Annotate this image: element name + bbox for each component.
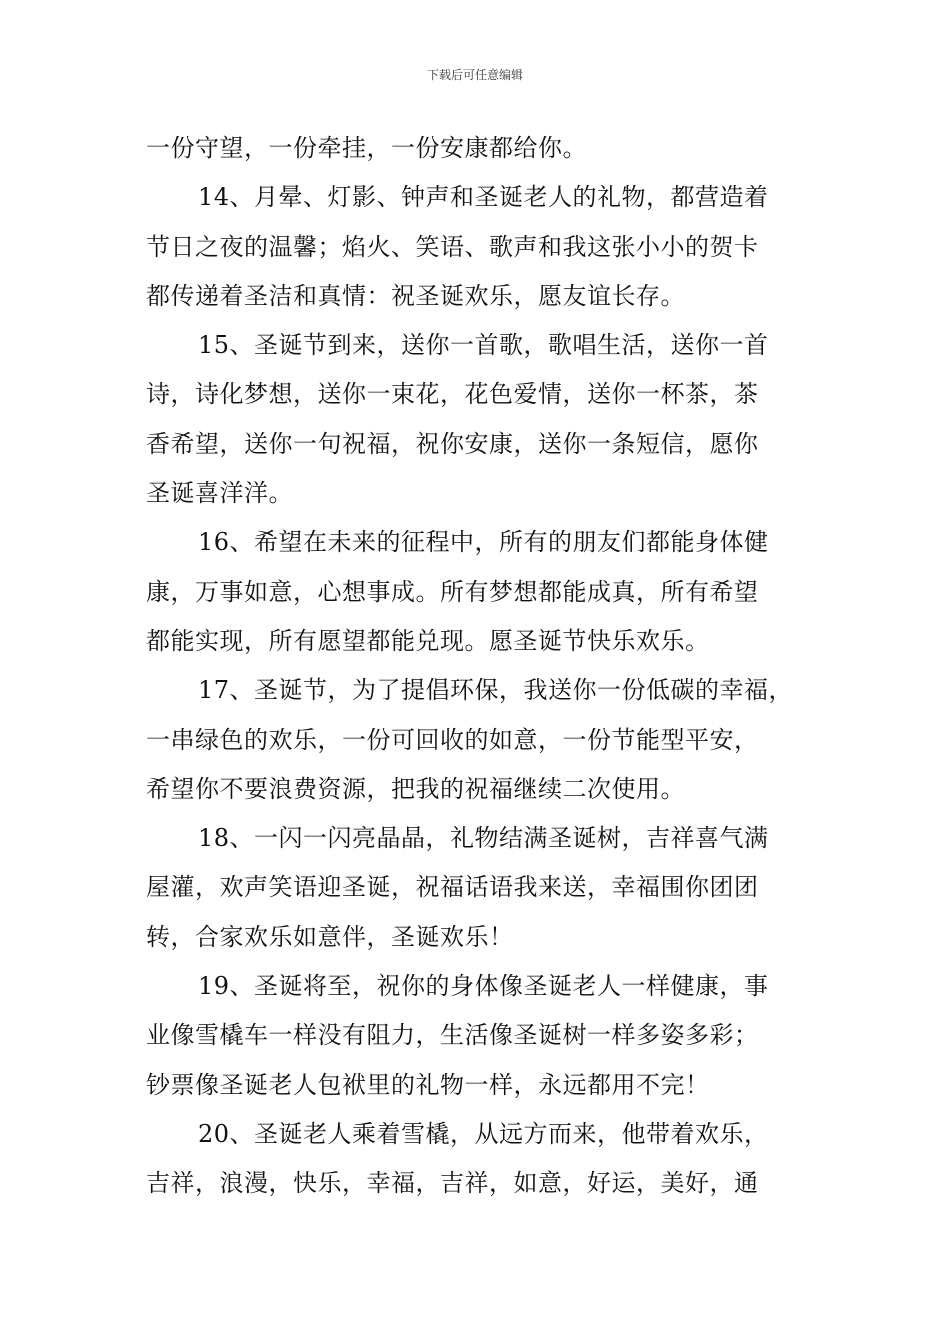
text-line: 吉祥，浪漫，快乐，幸福，吉祥，如意，好运，美好，通 [146,1169,759,1198]
paragraph-14-start: 14、月晕、灯影、钟声和圣诞老人的礼物，都营造着 [198,183,769,212]
text-line: 都能实现，所有愿望都能兑现。愿圣诞节快乐欢乐。 [146,626,710,655]
body-text [146,124,826,1209]
paragraph-17-start: 17、圣诞节，为了提倡环保，我送你一份低碳的幸福， [198,676,794,705]
text-line: 希望你不要浪费资源，把我的祝福继续二次使用。 [146,774,685,803]
text-line: 一串绿色的欢乐，一份可回收的如意，一份节能型平安， [146,725,759,754]
paragraph-19-start: 19、圣诞将至，祝你的身体像圣诞老人一样健康，事 [198,972,769,1001]
text-line: 都传递着圣洁和真情：祝圣诞欢乐，愿友谊长存。 [146,281,685,310]
text-line: 钞票像圣诞老人包袱里的礼物一样，永远都用不完！ [146,1070,710,1099]
text-line: 转，合家欢乐如意伴，圣诞欢乐！ [146,922,514,951]
paragraph-16-start: 16、希望在未来的征程中，所有的朋友们都能身体健 [198,528,769,557]
text-line: 诗，诗化梦想，送你一束花，花色爱情，送你一杯茶，茶 [146,380,759,409]
text-line: 业像雪橇车一样没有阻力，生活像圣诞树一样多姿多彩； [146,1021,759,1050]
text-line: 香希望，送你一句祝福，祝你安康，送你一条短信，愿你 [146,429,759,458]
text-line: 一份守望，一份牵挂，一份安康都给你。 [146,134,587,162]
page-header: 下载后可任意编辑 [426,68,523,82]
paragraph-18-start: 18、一闪一闪亮晶晶，礼物结满圣诞树，吉祥喜气满 [198,824,769,853]
text-line: 康，万事如意，心想事成。所有梦想都能成真，所有希望 [146,577,759,606]
text-line: 节日之夜的温馨；焰火、笑语、歌声和我这张小小的贺卡 [146,232,759,261]
paragraph-20-start: 20、圣诞老人乘着雪橇，从远方而来，他带着欢乐， [198,1119,769,1148]
text-line: 圣诞喜洋洋。 [146,479,293,508]
text-line: 屋灌，欢声笑语迎圣诞，祝福话语我来送，幸福围你团团 [146,873,759,902]
paragraph-15-start: 15、圣诞节到来，送你一首歌，歌唱生活，送你一首 [198,331,769,360]
